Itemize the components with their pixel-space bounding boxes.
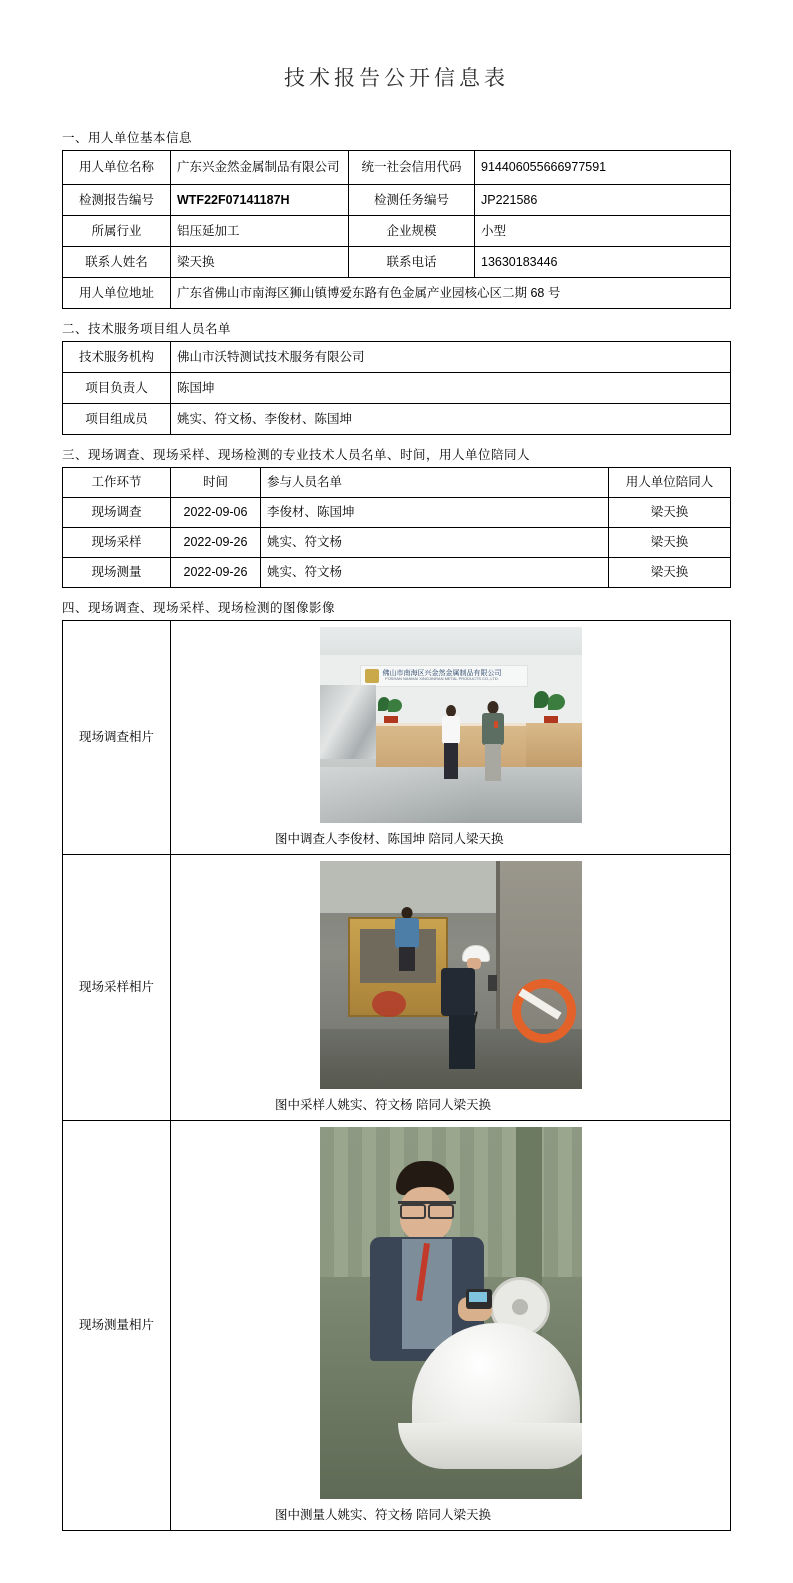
table-row [63, 528, 731, 558]
torso [482, 713, 504, 745]
legs [444, 743, 458, 779]
torso [395, 918, 419, 948]
label-project-members: 项目组成员 [63, 404, 171, 435]
person-sampler [456, 945, 500, 1069]
label-industry: 所属行业 [63, 216, 171, 247]
table-row [63, 1120, 731, 1530]
table-row [63, 498, 731, 528]
team-table [62, 341, 731, 435]
participants-survey: 李俊材、陈国坤 [261, 498, 609, 528]
section-heading-photos: 四、现场调查、现场采样、现场检测的图像影像 [62, 601, 336, 615]
label-task-no: 检测任务编号 [349, 185, 475, 216]
section-heading-basic-info: 一、用人单位基本信息 [62, 131, 193, 145]
sampling-photo-image [320, 861, 582, 1089]
sampling-photo-wrap [171, 855, 730, 1091]
helmet-brim [398, 1423, 582, 1469]
table-row [63, 151, 731, 185]
label-report-no: 检测报告编号 [63, 185, 171, 216]
value-address: 广东省佛山市南海区狮山镇博爱东路有色金属产业园核心区二期 68 号 [171, 278, 731, 309]
value-employer: 广东兴金然金属制品有限公司 [171, 151, 349, 185]
measurement-photo-cell [171, 1120, 731, 1530]
person-worker [392, 907, 422, 971]
label-credit-code: 统一社会信用代码 [349, 151, 475, 185]
basic-info-table [62, 150, 731, 309]
escort-measurement: 梁天换 [609, 558, 731, 588]
value-credit-code: 914406055666977591 [475, 151, 731, 185]
legs [485, 744, 501, 781]
reception-counter-side [526, 723, 582, 767]
section-heading-team: 二、技术服务项目组人员名单 [62, 322, 232, 336]
person-survey-2 [478, 701, 508, 781]
torso [441, 968, 475, 1016]
label-address: 用人单位地址 [63, 278, 171, 309]
value-project-leader: 陈国坤 [171, 373, 731, 404]
leaf [534, 691, 549, 708]
sign-line-2: FOSHAN NANHAI XINGJINRAN METAL PRODUCTS CO.,LTD. [385, 676, 499, 682]
sampling-device [488, 975, 497, 991]
table-row [63, 404, 731, 435]
value-contact-name: 梁天换 [171, 247, 349, 278]
date-survey: 2022-09-06 [171, 498, 261, 528]
sign-line-1: 佛山市南海区兴金然金属制品有限公司 [382, 670, 502, 678]
participants-measurement: 姚实、符文杨 [261, 558, 609, 588]
ring-stripe [518, 988, 561, 1019]
table-header-row [63, 468, 731, 498]
stage-measurement: 现场测量 [63, 558, 171, 588]
ceiling [320, 627, 582, 656]
torso [442, 716, 460, 744]
value-project-members: 姚实、符文杨、李俊材、陈国坤 [171, 404, 731, 435]
value-industry: 铝压延加工 [171, 216, 349, 247]
label-sampling-photo: 现场采样相片 [63, 854, 171, 1120]
survey-photo-image [320, 627, 582, 823]
table-row [63, 621, 731, 855]
page-title: 技术报告公开信息表 [284, 67, 509, 90]
date-measurement: 2022-09-26 [171, 558, 261, 588]
stage-sampling: 现场采样 [63, 528, 171, 558]
label-contact-name: 联系人姓名 [63, 247, 171, 278]
escort-survey: 梁天换 [609, 498, 731, 528]
value-scale: 小型 [475, 216, 731, 247]
value-task-no: JP221586 [475, 185, 731, 216]
leaf [388, 699, 402, 712]
stage-survey: 现场调查 [63, 498, 171, 528]
table-row [63, 216, 731, 247]
escort-sampling: 梁天换 [609, 528, 731, 558]
label-scale: 企业规模 [349, 216, 475, 247]
table-row [63, 854, 731, 1120]
value-report-no: WTF22F07141187H [171, 185, 349, 216]
sampling-photo-cell [171, 854, 731, 1120]
sampling-photo-caption: 图中采样人姚实、符文杨 陪同人梁天换 [275, 1097, 491, 1112]
life-ring [512, 979, 576, 1043]
person-survey-1 [438, 705, 464, 779]
value-service-org: 佛山市沃特测试技术服务有限公司 [171, 342, 731, 373]
section-heading-schedule: 三、现场调查、现场采样、现场检测的专业技术人员名单、时间，用人单位陪同人 [62, 448, 531, 462]
survey-photo-cell [171, 621, 731, 855]
legs [449, 1015, 475, 1069]
legs [399, 947, 415, 971]
table-row [63, 373, 731, 404]
column-header-stage: 工作环节 [63, 468, 171, 498]
red-marking [372, 991, 406, 1017]
column-header-participants: 参与人员名单 [261, 468, 609, 498]
table-row [63, 185, 731, 216]
date-sampling: 2022-09-26 [171, 528, 261, 558]
label-survey-photo: 现场调查相片 [63, 621, 171, 855]
measurement-photo-caption: 图中测量人姚实、符文杨 陪同人梁天换 [275, 1507, 491, 1522]
table-row [63, 247, 731, 278]
leaf [548, 694, 565, 710]
plant-right [534, 691, 568, 725]
label-service-org: 技术服务机构 [63, 342, 171, 373]
glasses [398, 1201, 456, 1215]
company-logo-icon [365, 669, 379, 683]
column-header-escort: 用人单位陪同人 [609, 468, 731, 498]
marble-wall [320, 685, 376, 759]
measurement-photo-wrap [171, 1121, 730, 1501]
company-sign [360, 665, 528, 687]
survey-photo-caption: 图中调查人李俊材、陈国坤 陪同人梁天换 [275, 832, 504, 846]
plant-left [376, 697, 406, 725]
id-badge [494, 721, 498, 728]
label-employer: 用人单位名称 [63, 151, 171, 185]
value-contact-phone: 13630183446 [475, 247, 731, 278]
measuring-device [466, 1289, 492, 1309]
participants-sampling: 姚实、符文杨 [261, 528, 609, 558]
label-project-leader: 项目负责人 [63, 373, 171, 404]
label-contact-phone: 联系电话 [349, 247, 475, 278]
schedule-table [62, 467, 731, 588]
column-header-date: 时间 [171, 468, 261, 498]
table-row [63, 342, 731, 373]
table-row [63, 278, 731, 309]
survey-photo-wrap [171, 621, 730, 825]
photos-table [62, 620, 731, 1531]
label-measurement-photo: 现场测量相片 [63, 1120, 171, 1530]
table-row [63, 558, 731, 588]
measurement-photo-image [320, 1127, 582, 1499]
